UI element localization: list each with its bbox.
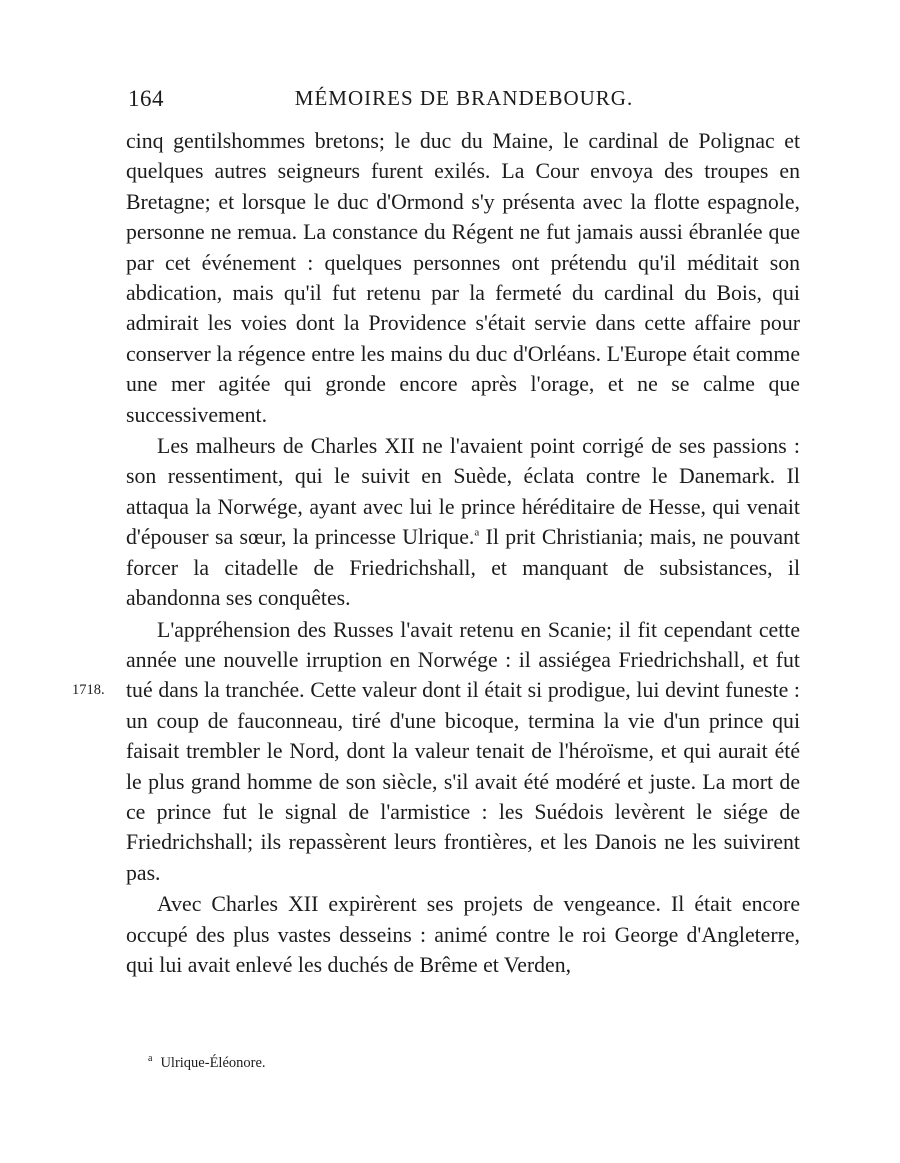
page-header <box>128 86 800 122</box>
margin-note-year: 1718. <box>72 682 105 698</box>
paragraph-continuation: cinq gentilshommes bretons; le duc du Maine, le cardinal de Polignac et quelques autres seigneurs furent exilés. La Cour envoya des troupes en Bretagne; et lorsque le duc d'Ormond s'y présenta avec la flotte espagnole, personne ne remua. La constance du Régent ne fut jamais aussi ébranlée que par cet événement : quelques personnes ont prétendu qu'il méditait son abdication, mais qu'il fut retenu par la fermeté du cardinal du Bois, qui admirait les voies dont la Providence s'était servie dans cette affaire pour conserver la régence entre les mains du duc d'Orléans. L'Europe était comme une mer agitée qui gronde encore après l'orage, et ne se calme que successivement. <box>126 129 800 427</box>
page-number: 164 <box>128 86 164 111</box>
running-title: MÉMOIRES DE BRANDEBOURG. <box>294 86 634 110</box>
paragraph-text-continued: Il prit Christiania; mais, ne pouvant forcer la citadelle de Friedrichshall, et manquant de subsistances, il abandonna ses conquêtes. <box>126 525 800 611</box>
paragraph-friedrichshall: L'appréhension des Russes l'avait retenu en Scanie; il fit cependant cette année une nouvelle irruption en Norwége : il assiégea Friedrichshall, et fut tué dans la tranchée. Cette valeur dont il était si prodigue, lui devint funeste : un coup de fauconneau, tiré d'une bicoque, termina la vie d'un prince qui faisait trembler le Nord, dont la valeur tenait de l'héroïsme, et qui aurait été le plus grand homme de son siècle, s'il avait été modéré et juste. La mort de ce prince fut le signal de l'armistice : les Suédois levèrent le siége de Friedrichshall; ils repassèrent leurs frontières, et les Danois ne les suivirent pas. <box>126 617 800 885</box>
footnote-reference[interactable]: a <box>474 527 480 540</box>
body-text <box>126 126 800 980</box>
paragraph-text: Les malheurs de Charles XII ne l'avaient point corrigé de ses passions : son ressentiment, qui le suivit en Suède, éclata contre le Danemark. Il attaqua la Norwége, ayant avec lui le prince héréditaire de Hesse, qui venait d'épouser sa sœur, la princesse Ulrique. <box>126 434 800 550</box>
footnote <box>148 1053 266 1072</box>
paragraph-charles-xii-passions <box>126 431 800 613</box>
footnote-text: Ulrique-Éléonore. <box>160 1054 266 1071</box>
footnote-marker: a <box>148 1053 153 1064</box>
paragraph-vengeance: Avec Charles XII expirèrent ses projets de vengeance. Il était encore occupé des plus vastes desseins : animé contre le roi George d'Angleterre, qui lui avait enlevé les duchés de Brême et Verden, <box>126 892 800 977</box>
